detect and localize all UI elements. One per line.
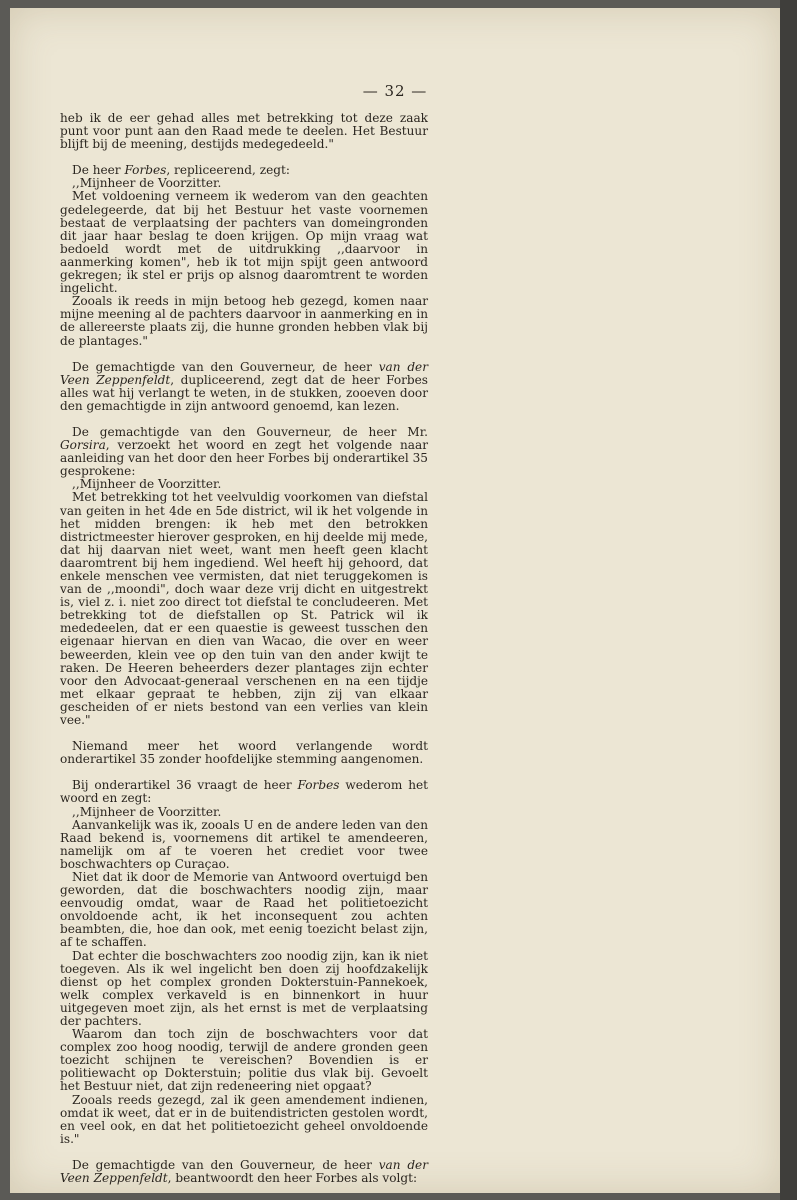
- paragraph: Aanvankelijk was ik, zooals U en de andere leden van den Raad bekend is, voornemens dit artikel te amendeeren, namelijk om af te voeren het crediet voor twee boschwachters op Curaçao.: [60, 817, 428, 871]
- text-segment: , verzoekt het woord en zegt het volgende naar aanleiding van het door den heer Forbes bij onderartikel 35 gesprokene:: [60, 438, 428, 479]
- paragraph: Zooals reeds gezegd, zal ik geen amendement indienen, omdat ik weet, dat er in de buitendistricten gestolen wordt, en veel ook, en dat het politietoezicht geheel onvoldoende is.": [60, 1092, 428, 1146]
- paragraph: ,,Mijnheer de Voorzitter.: [72, 477, 222, 492]
- text-segment: , repliceerend, zegt:: [166, 163, 290, 178]
- paragraph: Niet dat ik door de Memorie van Antwoord overtuigd ben geworden, dat die boschwachters noodig zijn, maar eenvoudig omdat, waar de Raad het politietoezicht onvoldoende acht, ik het inconsequent zou achten beambten, die, hoe dan ook, met eenig toezicht belast zijn, af te schaffen.: [60, 869, 428, 950]
- text-segment: , dupliceerend, zegt dat de heer Forbes alles wat hij verlangt te weten, in de stukken, zooeven door den gemachtigde in zijn antwoord genoemd, kan lezen.: [60, 372, 428, 413]
- text-segment: De gemachtigde van den Gouverneur, de heer: [72, 1157, 379, 1172]
- text-segment: De gemachtigde van den Gouverneur, de heer Mr.: [72, 424, 428, 439]
- paragraph: heb ik de eer gehad alles met betrekking tot deze zaak punt voor punt aan den Raad mede te deelen. Het Bestuur blijft bij de meening, destijds medegedeeld.": [60, 111, 428, 152]
- paragraph: ,,Mijnheer de Voorzitter.: [72, 804, 222, 819]
- scan-edge: [780, 0, 797, 1200]
- text-segment: De gemachtigde van den Gouverneur, de heer: [72, 359, 379, 374]
- italic-name: Gorsira: [60, 438, 106, 453]
- page-number: — 32 —: [362, 82, 428, 100]
- paragraph: Met betrekking tot het veelvuldig voorkomen van diefstal van geiten in het 4de en 5de district, wil ik het volgende in het midden brengen: ik heb met den betrokken districtmeester hierover gesproken, en hij deelde mij mede, dat hij daarvan niet weet, want men heeft geen klacht daaromtrent bij hem ingediend. Wel heeft hij gehoord, dat enkele menschen vee vermisten, dat niet teruggekomen is van de ,,moondi", doch waar deze vrij dicht en uitgestrekt is, viel z. i. niet zoo direct tot diefstal te concludeeren. Met betrekking tot de diefstallen op St. Patrick wil ik mededeelen, dat er een quaestie is geweest tusschen den eigenaar hiervan en dien van Wacao, die over en weer beweerden, klein vee op den tuin van den ander kwijt te raken. De Heeren beheerders dezer plantages zijn echter voor den Advocaat-generaal verschenen en na een tijdje met elkaar gepraat te hebben, zijn zij van elkaar gescheiden of er niets bestond van een verlies van klein vee.": [60, 490, 428, 728]
- italic-name: Forbes: [297, 778, 340, 793]
- text-segment: wederom het woord en zegt:: [60, 778, 428, 806]
- text-segment: Bij onderartikel 36 vraagt de heer: [72, 778, 298, 793]
- body-text: [60, 112, 428, 1185]
- paragraph: [60, 1159, 428, 1185]
- paragraph: [60, 779, 428, 805]
- text-segment: , beantwoordt den heer Forbes als volgt:: [167, 1171, 418, 1186]
- paragraph: Zooals ik reeds in mijn betoog heb gezegd, komen naar mijne meening al de pachters daarvoor in aanmerking en in de allereerste plaats zij, die hunne gronden hebben vlak bij de plantages.": [60, 294, 428, 348]
- italic-name: Forbes: [124, 163, 167, 178]
- paragraph: [60, 361, 428, 413]
- text-segment: De heer: [72, 163, 125, 178]
- paragraph: Met voldoening verneem ik wederom van den geachten gedelegeerde, dat bij het Bestuur het vaste voornemen bestaat de verplaatsing der pachters van domeingronden dit jaar haar beslag te doen krijgen. Op mijn vraag wat bedoeld wordt met de uitdrukking ,,daarvoor in aanmerking komen", heb ik tot mijn spijt geen antwoord gekregen; ik stel er prijs op alsnog daaromtrent te worden ingelicht.: [60, 189, 428, 296]
- italic-name: van der Veen Zeppenfeldt: [60, 1157, 428, 1186]
- paragraph: Waarom dan toch zijn de boschwachters voor dat complex zoo hoog noodig, terwijl de andere gronden geen toezicht schijnen te vereischen? Bovendien is er politiewacht op Dokterstuin; politie dus vlak bij. Gevoelt het Bestuur niet, dat zijn redeneering niet opgaat?: [60, 1027, 428, 1094]
- paragraph: Dat echter die boschwachters zoo noodig zijn, kan ik niet toegeven. Als ik wel ingelicht ben doen zij hoofdzakelijk dienst op het complex gronden Dokterstuin-Pannekoek, welk complex verkaveld is en binnenkort in huur uitgegeven moet zijn, als het ernst is met de verplaatsing der pachters.: [60, 948, 428, 1028]
- paragraph: Niemand meer het woord verlangende wordt onderartikel 35 zonder hoofdelijke stemming aangenomen.: [60, 739, 428, 767]
- paragraph: ,,Mijnheer de Voorzitter.: [72, 176, 222, 191]
- italic-name: van der Veen Zeppenfeldt: [60, 359, 428, 387]
- paragraph: [60, 426, 428, 478]
- document-page: [10, 8, 780, 1193]
